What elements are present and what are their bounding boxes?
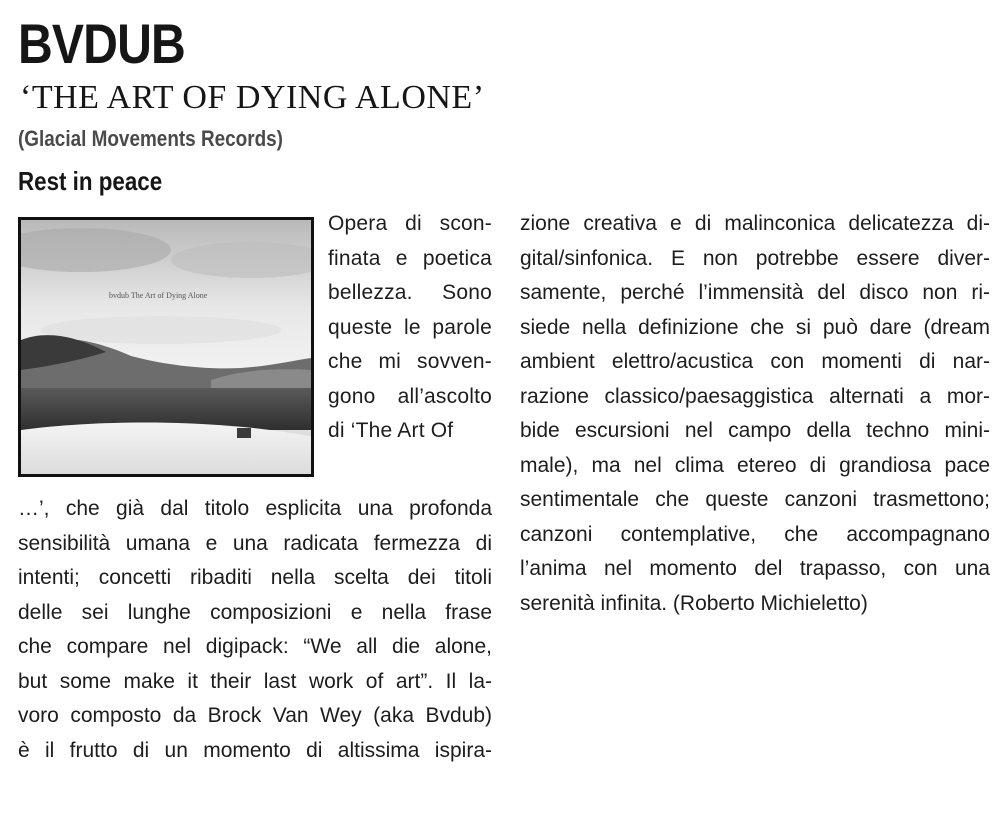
text-line: zione creativa e di malinconica delicatezza di- xyxy=(520,212,990,235)
text-line: samente, perché l’immensità del disco non ri- xyxy=(520,281,990,304)
text-line: l’anima nel momento del trapasso, con una xyxy=(520,557,990,580)
text-line: but some make it their last work of art”. Il la- xyxy=(18,669,492,693)
text-line: canzoni contemplative, che accompagnano xyxy=(520,522,990,546)
text-line: bellezza. Sono xyxy=(328,281,492,304)
album-cover-photo xyxy=(21,220,311,474)
album-cover-image xyxy=(18,217,314,477)
text-line: serenità infinita. (Roberto Michieletto) xyxy=(520,591,868,615)
text-line: ambient elettro/acustica con momenti di nar- xyxy=(520,350,990,373)
text-line: intenti; concetti ribaditi nella scelta dei titoli xyxy=(18,566,492,589)
text-line: che mi sovven- xyxy=(328,350,492,373)
text-line: sensibilità umana e una radicata fermezza di xyxy=(18,531,492,555)
text-line: delle sei lunghe composizioni e nella frase xyxy=(18,600,492,624)
column-right xyxy=(520,207,990,621)
text-line: gital/sinfonica. E non potrebbe essere diver- xyxy=(520,246,990,270)
text-line: …’, che già dal titolo esplicita una profonda xyxy=(18,497,492,520)
record-label: (Glacial Movements Records) xyxy=(18,126,283,151)
text-line: male), ma nel clima etereo di grandiosa pace xyxy=(520,453,990,477)
text-line: che compare nel digipack: “We all die alone, xyxy=(18,635,492,658)
text-line: sentimentale che queste canzoni trasmettono; xyxy=(520,488,990,511)
review-subtitle: Rest in peace xyxy=(18,166,163,196)
album-title: ‘THE ART OF DYING ALONE’ xyxy=(20,79,485,116)
column-left-beside-image xyxy=(328,207,492,449)
text-line: siede nella definizione che si può dare (dream xyxy=(520,315,990,339)
text-line: finata e poetica xyxy=(328,246,492,270)
column-left-below-image xyxy=(18,492,492,768)
text-line: razione classico/paesaggistica alternati a mor- xyxy=(520,384,990,408)
text-line: è il frutto di un momento di altissima ispira- xyxy=(18,738,492,762)
svg-text:bvdub The Art of Dying Alone: bvdub The Art of Dying Alone xyxy=(109,291,208,300)
text-line: bide escursioni nel campo della techno mini- xyxy=(520,419,990,442)
text-line: voro composto da Brock Van Wey (aka Bvdub) xyxy=(18,704,492,727)
text-line: queste le parole xyxy=(328,315,492,339)
artist-name: BVDUB xyxy=(18,12,185,75)
text-line: Opera di scon- xyxy=(328,212,492,235)
text-line: di ‘The Art Of xyxy=(328,419,454,442)
cover-title-text xyxy=(109,291,208,300)
text-line: gono all’ascolto xyxy=(328,384,492,408)
